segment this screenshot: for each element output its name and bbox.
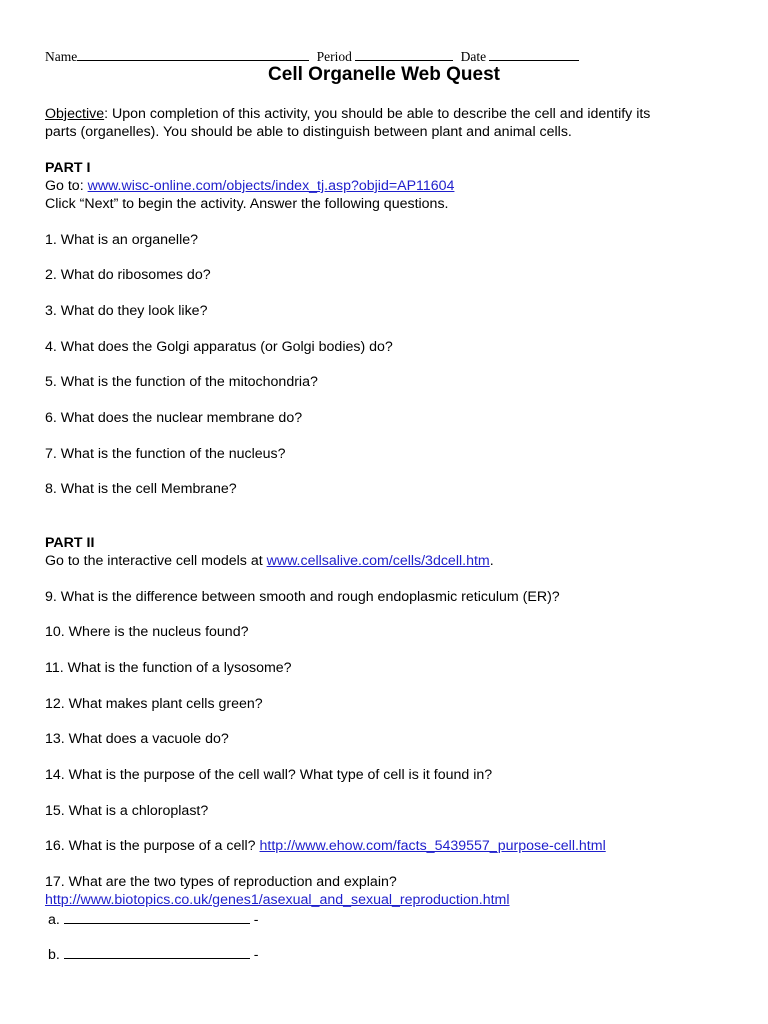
- page-title: Cell Organelle Web Quest: [268, 64, 500, 85]
- question-8: 8. What is the cell Membrane?: [45, 481, 237, 497]
- name-label: Name: [45, 49, 78, 64]
- objective-label: Objective: [45, 106, 105, 122]
- part1-heading: PART I: [45, 160, 91, 176]
- wisc-online-link[interactable]: www.wisc-online.com/objects/index_tj.asp?objid=AP11604: [87, 178, 455, 194]
- question-9: 9. What is the difference between smooth and rough endoplasmic reticulum (ER)?: [45, 589, 560, 605]
- question-6: 6. What does the nuclear membrane do?: [45, 410, 303, 426]
- objective-line-2: parts (organelles). You should be able to distinguish between plant and animal cells.: [45, 124, 572, 140]
- ehow-link[interactable]: http://www.ehow.com/facts_5439557_purpose-cell.html: [259, 838, 606, 854]
- question-11: 11. What is the function of a lysosome?: [45, 660, 292, 676]
- question-2: 2. What do ribosomes do?: [45, 267, 211, 283]
- part2-intro-period: .: [489, 553, 494, 569]
- answer-b-dash: -: [253, 947, 259, 963]
- date-field[interactable]: [489, 46, 579, 61]
- period-field[interactable]: [355, 46, 453, 61]
- question-12: 12. What makes plant cells green?: [45, 696, 263, 712]
- part1-goto: [45, 178, 454, 195]
- name-field[interactable]: [77, 46, 309, 61]
- question-15: 15. What is a chloroplast?: [45, 803, 209, 819]
- answer-a-row: [48, 910, 258, 929]
- question-5: 5. What is the function of the mitochondria?: [45, 374, 318, 390]
- question-16-text: 16. What is the purpose of a cell?: [45, 838, 260, 854]
- cellsalive-link[interactable]: www.cellsalive.com/cells/3dcell.htm: [266, 553, 490, 569]
- question-7: 7. What is the function of the nucleus?: [45, 446, 286, 462]
- question-3: 3. What do they look like?: [45, 303, 208, 319]
- part2-intro-text: Go to the interactive cell models at: [45, 553, 267, 569]
- goto-label: Go to:: [45, 178, 88, 194]
- question-14: 14. What is the purpose of the cell wall? What type of cell is it found in?: [45, 767, 493, 783]
- question-17-link-line: [45, 892, 510, 909]
- objective-text-1: : Upon completion of this activity, you should be able to describe the cell and identify its: [104, 106, 651, 122]
- question-17: 17. What are the two types of reproduction and explain?: [45, 874, 397, 890]
- question-13: 13. What does a vacuole do?: [45, 731, 229, 747]
- objective-line-1: [45, 106, 650, 123]
- answer-b-field[interactable]: [64, 945, 250, 959]
- answer-a-field[interactable]: [64, 910, 250, 924]
- date-label: Date: [460, 49, 487, 64]
- question-16: [45, 838, 606, 855]
- part1-instruction: Click “Next” to begin the activity. Answer the following questions.: [45, 196, 449, 212]
- student-info-header: [45, 46, 579, 65]
- part2-intro: [45, 553, 494, 570]
- answer-b-label: b.: [48, 947, 60, 963]
- biotopics-link[interactable]: http://www.biotopics.co.uk/genes1/asexual_and_sexual_reproduction.html: [45, 892, 510, 908]
- answer-a-label: a.: [48, 912, 60, 928]
- answer-a-dash: -: [253, 912, 259, 928]
- answer-b-row: [48, 945, 258, 964]
- question-1: 1. What is an organelle?: [45, 232, 199, 248]
- part2-heading: PART II: [45, 535, 95, 551]
- question-10: 10. Where is the nucleus found?: [45, 624, 249, 640]
- question-4: 4. What does the Golgi apparatus (or Golgi bodies) do?: [45, 339, 393, 355]
- period-label: Period: [316, 49, 352, 64]
